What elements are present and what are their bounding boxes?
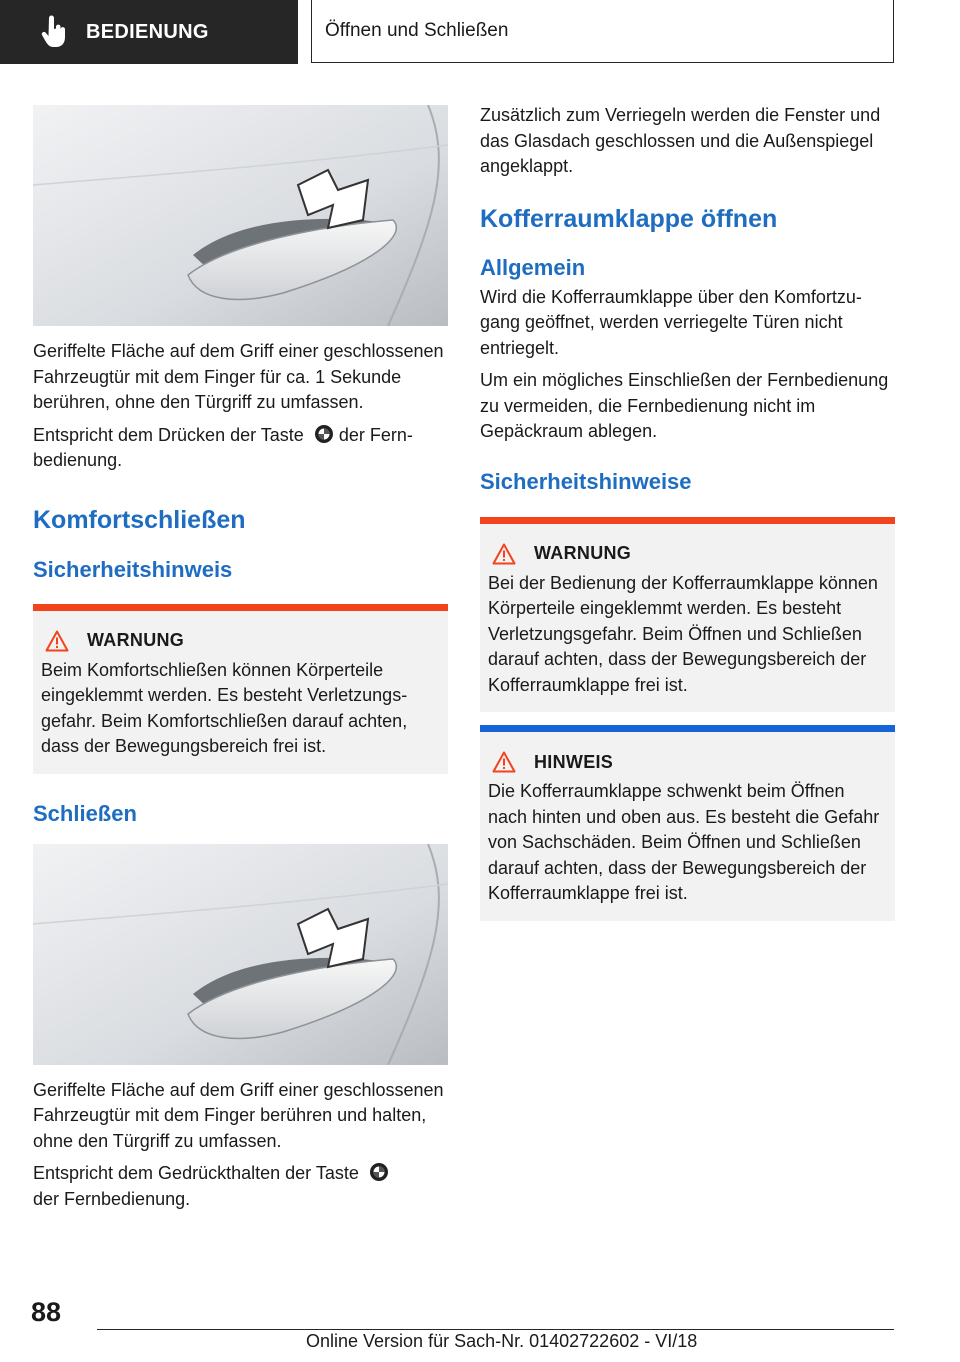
left-column bbox=[33, 105, 448, 1212]
notice-text: Die Kofferraumklappe schwenkt beim Öffnen nach hinten und oben aus. Es besteht die Gefahr von Sachschäden. Beim Öffnen und Schließen darauf achten, dass der Bewegungsbereich der Kofferraumklappe frei ist. bbox=[488, 781, 880, 903]
caption-1: Geriffelte Fläche auf dem Griff einer geschlossenen Fahrzeugtür mit dem Finger für ca. 1 Sekunde berühren, ohne den Türgriff zu umfassen. bbox=[33, 341, 444, 412]
text-2: Entspricht dem Gedrückthalten der Taste der Fernbedienung. bbox=[33, 1161, 448, 1212]
warning-box-komfort bbox=[33, 604, 448, 774]
warning-bar bbox=[33, 604, 448, 611]
notice-box-kofferraum bbox=[480, 725, 895, 921]
heading-sicherheitshinweis: Sicherheitshinweis bbox=[33, 556, 233, 582]
heading-kofferraumklappe: Kofferraumklappe öffnen bbox=[480, 204, 778, 233]
hand-pointer-icon bbox=[40, 15, 68, 49]
notice-triangle-icon bbox=[492, 751, 516, 773]
heading-komfortschliessen: Komfortschließen bbox=[33, 505, 246, 534]
notice-title: HINWEIS bbox=[488, 725, 887, 773]
bmw-lock-button-icon bbox=[369, 1162, 389, 1182]
page-number: 88 bbox=[31, 1297, 62, 1327]
warning-text: Beim Komfortschließen können Körperteile eingeklemmt werden. Es besteht Verletzungsgefahr. Beim Komfortschließen darauf achten, dass der Bewegungsbereich frei ist. bbox=[41, 659, 408, 756]
heading-sicherheitshinweise: Sicherheitshinweise bbox=[480, 468, 692, 494]
notice-bar bbox=[480, 725, 895, 732]
warning-bar bbox=[480, 517, 895, 524]
right-column bbox=[480, 103, 895, 921]
allgemein-text-2: Um ein mögliches Einschließen der Fernbedienung zu vermeiden, die Fernbedienung nicht im Gepäckraum ablegen. bbox=[480, 370, 889, 441]
chapter-title: Öffnen und Schließen bbox=[311, 0, 894, 63]
footer-divider bbox=[97, 1329, 894, 1330]
warning-title: WARNUNG bbox=[488, 517, 887, 565]
warning-triangle-icon bbox=[45, 630, 69, 652]
warning-text: Bei der Bedienung der Kofferraumklappe können Körperteile eingeklemmt werden. Es besteht Verletzungsgefahr. Beim Öffnen und Schließen darauf achten, dass der Bewegungsbereich der Kofferraumklappe frei ist. bbox=[488, 572, 878, 695]
intro-text: Zusätzlich zum Verriegeln werden die Fenster und das Glasdach geschlossen und die Außenspiegel angeklappt. bbox=[480, 105, 881, 176]
door-handle-image-2 bbox=[33, 844, 448, 1065]
warning-box-kofferraum bbox=[480, 517, 895, 713]
footer-text: Online Version für Sach-Nr. 01402722602 - VI/18 bbox=[306, 1331, 698, 1351]
section-label: BEDIENUNG bbox=[86, 20, 209, 43]
section-tab bbox=[0, 0, 298, 64]
text-1: Entspricht dem Drücken der Taste der Fernbedienung. bbox=[33, 424, 413, 470]
allgemein-text-1: Wird die Kofferraumklappe über den Komfortzugang geöffnet, werden verriegelte Türen nicht entriegelt. bbox=[480, 286, 862, 358]
warning-triangle-icon bbox=[492, 543, 516, 565]
caption-2: Geriffelte Fläche auf dem Griff einer geschlossenen Fahrzeugtür mit dem Finger berühren und halten, ohne den Türgriff zu umfassen. bbox=[33, 1079, 444, 1151]
door-handle-image-1 bbox=[33, 105, 448, 326]
bmw-lock-button-icon bbox=[314, 424, 334, 444]
heading-schliessen: Schließen bbox=[33, 800, 137, 826]
warning-title: WARNUNG bbox=[41, 604, 440, 652]
heading-allgemein: Allgemein bbox=[480, 254, 586, 280]
